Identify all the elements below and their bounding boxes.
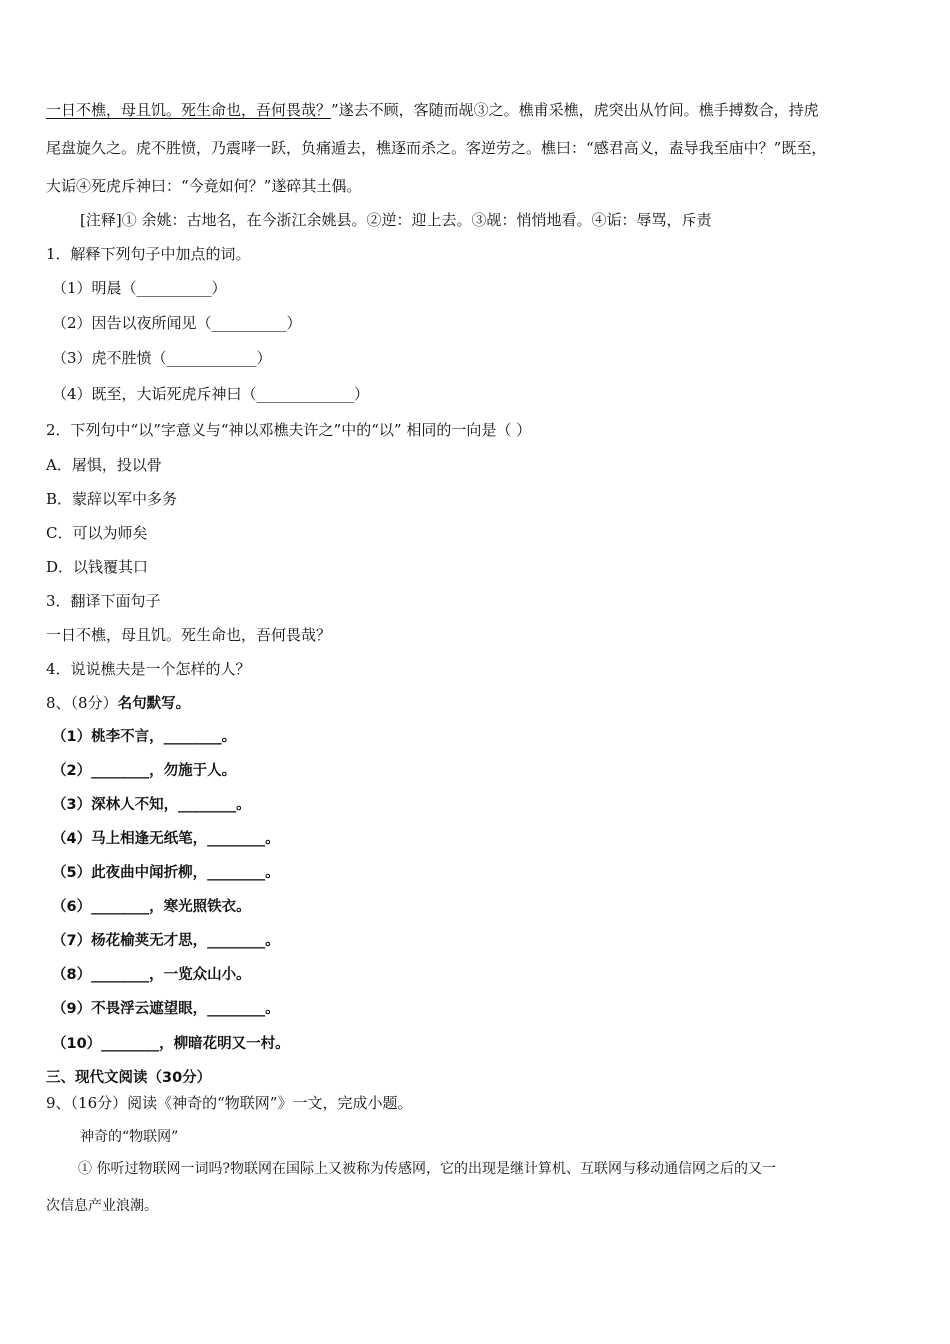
q1-item-2: （2）因告以夜所闻见（__________） [52,314,302,332]
section8-item-1: （1）桃李不言，________。 [52,729,237,745]
q1-stem: 1．解释下列句子中加点的词。 [46,245,251,263]
section8-item-9: （9）不畏浮云遮望眼，________。 [52,1001,280,1017]
section8-item-6: （6）________，寒光照铁衣。 [52,899,251,915]
section8-title: 名句默写。 [117,696,191,712]
q1-item-1: （1）明晨（__________） [52,279,227,297]
passage-line-2: 尾盘旋久之。虎不胜愤，乃震哮一跃，负痛遁去，樵逐而杀之。客逆劳之。樵曰：“感君高义，盍导我至庙中？”既至， [46,139,827,157]
q3-sentence: 一日不樵，母且饥。死生命也，吾何畏哉？ [46,626,332,644]
q3-stem: 3．翻译下面句子 [46,592,161,610]
passage-line-1 [46,100,819,120]
passage-line-1-rest: ”遂去不顾，客随而觇③之。樵甫采樵，虎突出从竹间。樵手搏数合，持虎 [331,101,819,119]
section8-item-4: （4）马上相逢无纸笔，________。 [52,831,280,847]
passage-underlined-sentence: 一日不樵，母且饥。死生命也，吾何畏哉？ [46,101,332,119]
section8-item-2: （2）________，勿施于人。 [52,763,237,779]
q1-item-4: （4）既至，大诟死虎斥神曰（_____________） [52,385,370,403]
q2-option-b: B．蒙辞以军中多务 [46,490,178,508]
q4-stem: 4．说说樵夫是一个怎样的人？ [46,660,251,678]
section8-item-5: （5）此夜曲中闻折柳，________。 [52,865,280,881]
section8-prefix: 8、（8分） [46,694,118,712]
q1-item-3: （3）虎不胜愤（____________） [52,349,272,367]
q2-option-c: C．可以为师矣 [46,524,148,542]
passage-line-3: 大诟④死虎斥神曰：“今竟如何？”遂碎其土偶。 [46,177,362,195]
article-title: 神奇的“物联网” [80,1129,179,1145]
q2-option-a: A．屠惧，投以骨 [46,456,162,474]
q2-option-d: D．以钱覆其口 [46,558,149,576]
passage-notes: [注释]① 余姚：古地名，在今浙江余姚县。②逆：迎上去。③觇：悄悄地看。④诟：辱骂，斥责 [80,211,712,229]
q2-stem: 2．下列句中“以”字意义与“神以邓樵夫许之”中的“以” 相同的一向是（ ） [46,421,532,439]
article-para1-line1: ① 你听过物联网一词吗?物联网在国际上又被称为传感网，它的出现是继计算机、互联网与移动通信网之后的又一 [78,1161,776,1177]
section8-item-3: （3）深林人不知，________。 [52,797,251,813]
article-para1-line2: 次信息产业浪潮。 [46,1198,158,1214]
section8-item-8: （8）________，一览众山小。 [52,967,251,983]
section8-item-7: （7）杨花榆荚无才思，________。 [52,933,280,949]
section3-heading: 三、现代文阅读（30分） [46,1070,212,1086]
q9-stem: 9、（16分）阅读《神奇的“物联网”》一文，完成小题。 [46,1094,413,1112]
section8-item-10: （10）________，柳暗花明又一村。 [52,1036,290,1052]
section8-heading [46,693,190,714]
